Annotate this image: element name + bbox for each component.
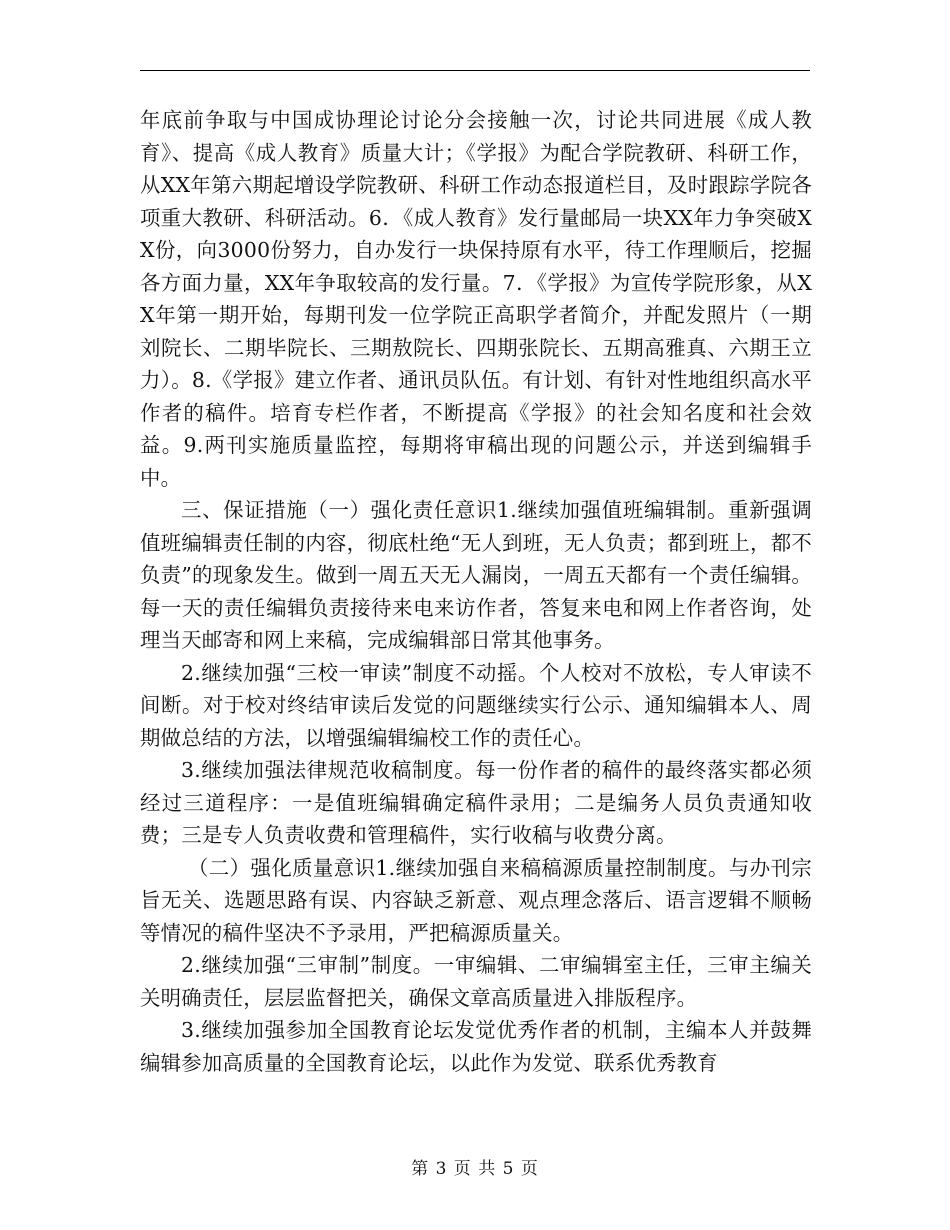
paragraph-quality-awareness: （二）强化质量意识1.继续加强自来稿稿源质量控制制度。与办刊宗旨无关、选题思路有误、内容缺乏新意、观点理念落后、语言逻辑不顺畅等情况的稿件坚决不予录用，严把稿源质量关。 [140, 855, 812, 945]
header-rule [140, 70, 810, 71]
paragraph-proofreading: 2.继续加强“三校一审读”制度不动摇。个人校对不放松，专人审读不间断。对于校对终结审读后发觉的问题继续实行公示、通知编辑本人、周期做总结的方法，以增强编辑编校工作的责任心。 [140, 660, 812, 750]
document-body [140, 104, 812, 1079]
paragraph-education-forum: 3.继续加强参加全国教育论坛发觉优秀作者的机制，主编本人并鼓舞编辑参加高质量的全国教育论坛，以此作为发觉、联系优秀教育 [140, 1018, 812, 1075]
paragraph-submission-rules: 3.继续加强法律规范收稿制度。每一份作者的稿件的最终落实都必须经过三道程序：一是值班编辑确定稿件录用；二是编务人员负责通知收费；三是专人负责收费和管理稿件，实行收稿与收费分离。 [140, 758, 812, 847]
page-number: 第 3 页 共 5 页 [411, 1159, 539, 1179]
paragraph-three-review: 2.继续加强“三审制”制度。一审编辑、二审编辑室主任，三审主编关关明确责任，层层监督把关，确保文章高质量进入排版程序。 [140, 953, 812, 1010]
paragraph-guarantee-measures: 三、保证措施（一）强化责任意识1.继续加强值班编辑制。重新强调值班编辑责任制的内容，彻底杜绝“无人到班，无人负责；都到班上，都不负责”的现象发生。做到一周五天无人漏岗，一周五天都有一个责任编辑。每一天的责任编辑负责接待来电来访作者，答复来电和网上作者咨询，处理当天邮寄和网上来稿，完成编辑部日常其他事务。 [140, 498, 812, 652]
paragraph-continuation: 年底前争取与中国成协理论讨论分会接触一次，讨论共同进展《成人教育》、提高《成人教育》质量大计；《学报》为配合学院教研、科研工作，从XX年第六期起增设学院教研、科研工作动态报道栏目，及时跟踪学院各项重大教研、科研活动。6．《成人教育》发行量邮局一块XX年力争突破XX份，向3000份努力，自办发行一块保持原有水平，待工作理顺后，挖掘各方面力量，XX年争取较高的发行量。7．《学报》为宣传学院形象，从XX年第一期开始，每期刊发一位学院正高职学者简介，并配发照片（一期刘院长、二期毕院长、三期敖院长、四期张院长、五期高雅真、六期王立力）。8.《学报》建立作者、通讯员队伍。有计划、有针对性地组织高水平作者的稿件。培育专栏作者，不断提高《学报》的社会知名度和社会效益。9.两刊实施质量监控，每期将审稿出现的问题公示，并送到编辑手中。 [140, 108, 812, 490]
